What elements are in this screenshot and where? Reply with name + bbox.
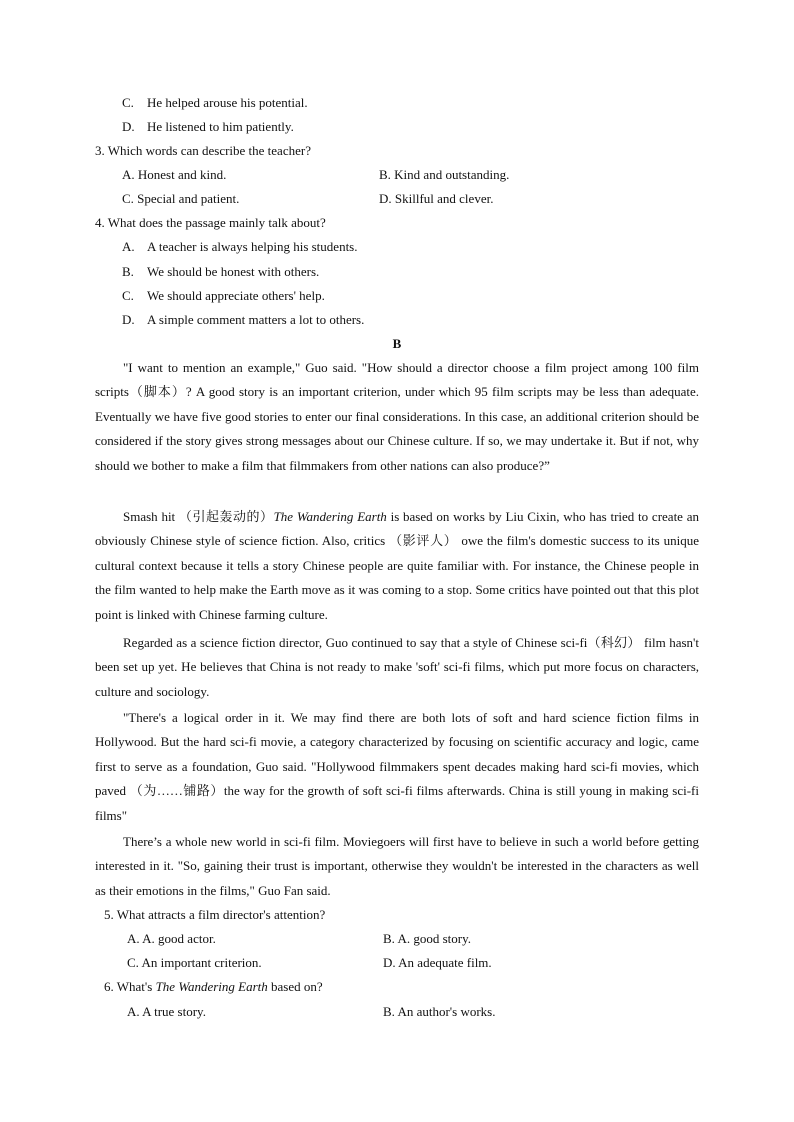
q3-option-a: A. Honest and kind. bbox=[122, 167, 227, 182]
q6-option-a: A. A true story. bbox=[127, 1004, 206, 1019]
q3-option-d: D. Skillful and clever. bbox=[379, 191, 494, 206]
q2-option-c bbox=[122, 95, 308, 111]
paragraph-text: "I want to mention an example," Guo said. "How should a director choose a film project among 100 film scripts（脚本）? A good story is an important criterion, under which 95 film scripts may be less than adequate. Eventually we have five good stories to enter our final considerations. In this case, an additional criterion should be considered if the story gives strong messages about our Chinese culture. If so, we may undertake it. But if not, why should we bother to make a film that filmmakers from other nations can also produce?” bbox=[95, 360, 699, 473]
q5-option-d: D. An adequate film. bbox=[383, 955, 492, 970]
passage-paragraph-4 bbox=[95, 706, 699, 828]
q3-stem: 3. Which words can describe the teacher? bbox=[95, 143, 311, 158]
section-heading: B bbox=[392, 336, 402, 351]
paragraph-text-post: is based on works by Liu Cixin, who has tried to create an obviously Chinese style of science fiction. Also, critics （影评人） owe the film's domestic success to its unique cultural context because it tells a story Chinese people are quite familiar with. For instance, the Chinese people in the film wanted to help make the Earth move as it was coming to a stop. Some critics have pointed out that this plot point is linked with Chinese farming culture. bbox=[95, 509, 699, 622]
q3-option-b: B. Kind and outstanding. bbox=[379, 167, 510, 182]
passage-paragraph-3 bbox=[95, 631, 699, 704]
q4-stem: 4. What does the passage mainly talk about? bbox=[95, 215, 326, 230]
passage-paragraph-5 bbox=[95, 830, 699, 903]
q4-option-c bbox=[122, 288, 325, 304]
paragraph-text: There’s a whole new world in sci-fi film. Moviegoers will first have to believe in such a world before getting interested in it. "So, gaining their trust is important, otherwise they wouldn't be interested in the characters as well as their emotions in the films," Guo Fan said. bbox=[95, 834, 699, 898]
option-text: A simple comment matters a lot to others. bbox=[147, 312, 365, 327]
option-text: He helped arouse his potential. bbox=[147, 95, 308, 110]
option-letter: C. bbox=[122, 95, 134, 110]
option-letter: C. bbox=[122, 288, 134, 303]
q4-option-b bbox=[122, 264, 319, 280]
q5-option-b: B. A. good story. bbox=[383, 931, 471, 946]
q5-option-a: A. A. good actor. bbox=[127, 931, 216, 946]
option-letter: B. bbox=[122, 264, 134, 279]
option-letter: D. bbox=[122, 312, 135, 327]
q4-option-d bbox=[122, 312, 364, 328]
option-letter: A. bbox=[122, 239, 135, 254]
q6-stem bbox=[104, 979, 323, 995]
option-text: A teacher is always helping his students. bbox=[147, 239, 358, 254]
q3-option-c: C. Special and patient. bbox=[122, 191, 240, 206]
passage-paragraph-2 bbox=[95, 505, 699, 627]
q4-option-a bbox=[122, 239, 358, 255]
paragraph-text: "There's a logical order in it. We may find there are both lots of soft and hard science fiction films in Hollywood. But the hard sci-fi movie, a category characterized by focusing on scientific accuracy and logic, came first to serve as a foundation, Guo said. "Hollywood filmmakers spent decades making hard sci-fi movies, which paved （为……铺路）the way for the growth of soft sci-fi films afterwards. China is still young in making sci-fi films" bbox=[95, 710, 699, 823]
option-text: We should be honest with others. bbox=[147, 264, 320, 279]
film-title: The Wandering Earth bbox=[155, 979, 268, 994]
option-text: He listened to him patiently. bbox=[147, 119, 294, 134]
passage-paragraph-1 bbox=[95, 356, 699, 478]
q6-stem-pre: 6. What's bbox=[104, 979, 156, 994]
paragraph-text: Regarded as a science fiction director, Guo continued to say that a style of Chinese sci-fi（科幻） film hasn't been set up yet. He believes that China is not ready to make 'soft' sci-fi films, which put more focus on characters, culture and sociology. bbox=[95, 635, 699, 699]
q5-stem: 5. What attracts a film director's attention? bbox=[104, 907, 326, 922]
option-letter: D. bbox=[122, 119, 135, 134]
q5-option-c: C. An important criterion. bbox=[127, 955, 262, 970]
option-text: We should appreciate others' help. bbox=[147, 288, 325, 303]
film-title: The Wandering Earth bbox=[273, 509, 387, 524]
q6-stem-post: based on? bbox=[267, 979, 323, 994]
paragraph-text-pre: Smash hit （引起轰动的） bbox=[123, 509, 274, 524]
q2-option-d bbox=[122, 119, 294, 135]
q6-option-b: B. An author's works. bbox=[383, 1004, 496, 1019]
